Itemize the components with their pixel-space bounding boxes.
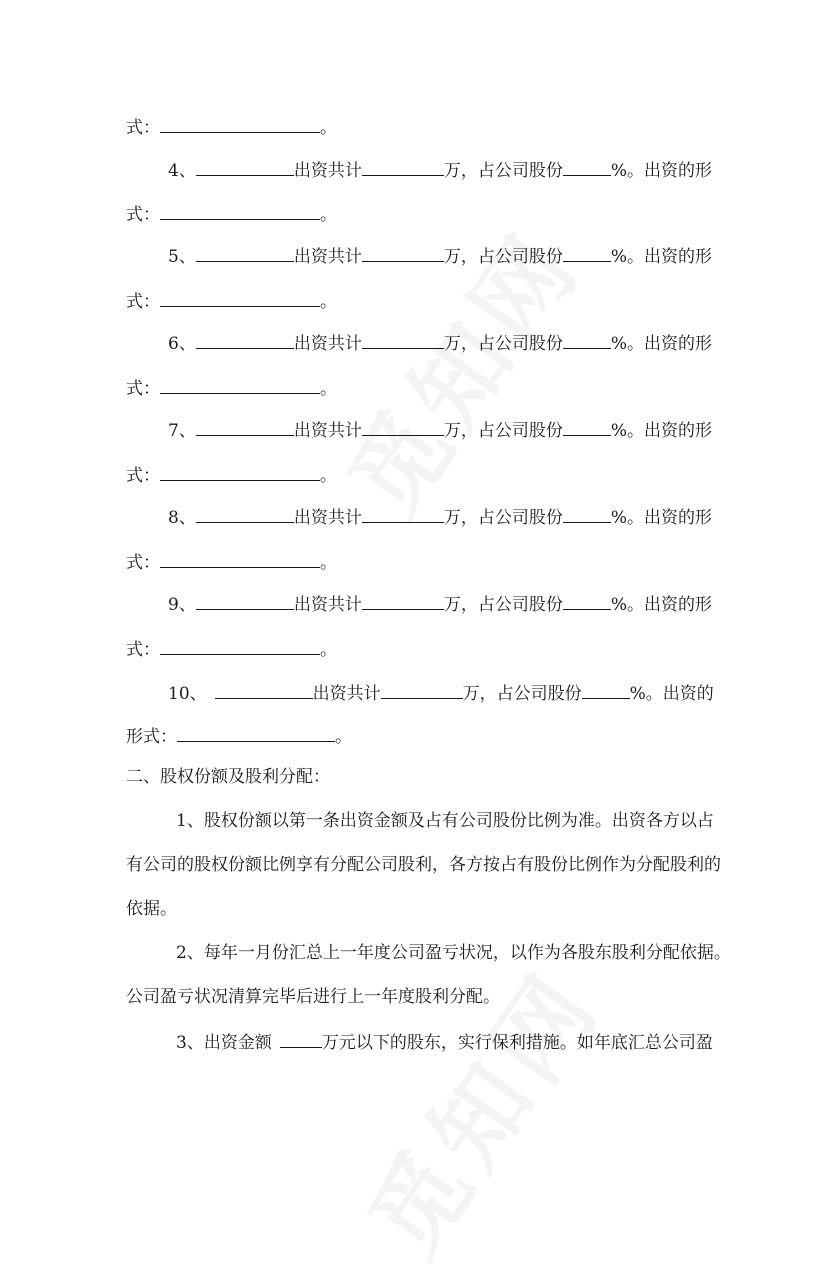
form-line: 式： 。 [126, 549, 706, 575]
percent-blank[interactable] [563, 243, 611, 262]
name-blank[interactable] [196, 591, 294, 610]
percent-blank[interactable] [563, 591, 611, 610]
amount-blank[interactable] [362, 591, 444, 610]
form-line: 式： 。 [126, 201, 706, 227]
shareholder-line: 8、 出资共计 万，占公司股份 %。出资的形 [168, 504, 748, 530]
paragraph-line: 2、每年一月份汇总上一年度公司盈亏状况，以作为各股东股利分配依据。 [176, 943, 731, 963]
name-blank[interactable] [196, 417, 294, 436]
name-blank[interactable] [196, 504, 294, 523]
percent-blank[interactable] [563, 157, 611, 176]
form-blank[interactable] [160, 549, 320, 568]
percent-blank[interactable] [563, 504, 611, 523]
amount-blank[interactable] [362, 417, 444, 436]
shareholder-line: 9、 出资共计 万，占公司股份 %。出资的形 [168, 591, 748, 617]
form-line: 式： 。 [126, 288, 706, 314]
amount-blank[interactable] [280, 1029, 322, 1048]
form-line: 式： 。 [126, 375, 706, 401]
percent-blank[interactable] [563, 330, 611, 349]
paragraph-line: 公司盈亏状况清算完毕后进行上一年度股利分配。 [126, 987, 500, 1007]
form-blank[interactable] [160, 114, 320, 133]
name-blank[interactable] [215, 680, 313, 699]
form-blank[interactable] [160, 375, 320, 394]
form-blank[interactable] [160, 288, 320, 307]
amount-blank[interactable] [362, 157, 444, 176]
paragraph-line: 依据。 [126, 899, 177, 919]
paragraph-line: 有公司的股权份额比例享有分配公司股利，各方按占有股份比例作为分配股利的 [126, 855, 721, 875]
amount-blank[interactable] [362, 504, 444, 523]
paragraph-line: 3、出资金额 万元以下的股东，实行保利措施。如年底汇总公司盈 [176, 1029, 756, 1055]
amount-blank[interactable] [362, 243, 444, 262]
paragraph-line: 1、股权份额以第一条出资金额及占有公司股份比例为准。出资各方以占 [176, 811, 714, 831]
name-blank[interactable] [196, 243, 294, 262]
percent-blank[interactable] [563, 417, 611, 436]
form-blank[interactable] [160, 636, 320, 655]
amount-blank[interactable] [362, 330, 444, 349]
form-line: 形式： 。 [126, 723, 706, 749]
section-heading: 二、股权份额及股利分配： [126, 767, 330, 787]
form-blank[interactable] [160, 201, 320, 220]
form-blank[interactable] [160, 462, 320, 481]
form-line: 式： 。 [126, 636, 706, 662]
name-blank[interactable] [196, 330, 294, 349]
form-line: 式： 。 [126, 462, 706, 488]
shareholder-line: 7、 出资共计 万，占公司股份 %。出资的形 [168, 417, 748, 443]
shareholder-line: 4、 出资共计 万，占公司股份 %。出资的形 [168, 157, 748, 183]
form-line: 式： 。 [126, 114, 706, 140]
name-blank[interactable] [196, 157, 294, 176]
percent-blank[interactable] [582, 680, 630, 699]
shareholder-line: 10、 出资共计 万，占公司股份 %。出资的 [168, 680, 748, 706]
shareholder-line: 6、 出资共计 万，占公司股份 %。出资的形 [168, 330, 748, 356]
shareholder-line: 5、 出资共计 万，占公司股份 %。出资的形 [168, 243, 748, 269]
amount-blank[interactable] [381, 680, 463, 699]
form-blank[interactable] [177, 723, 335, 742]
